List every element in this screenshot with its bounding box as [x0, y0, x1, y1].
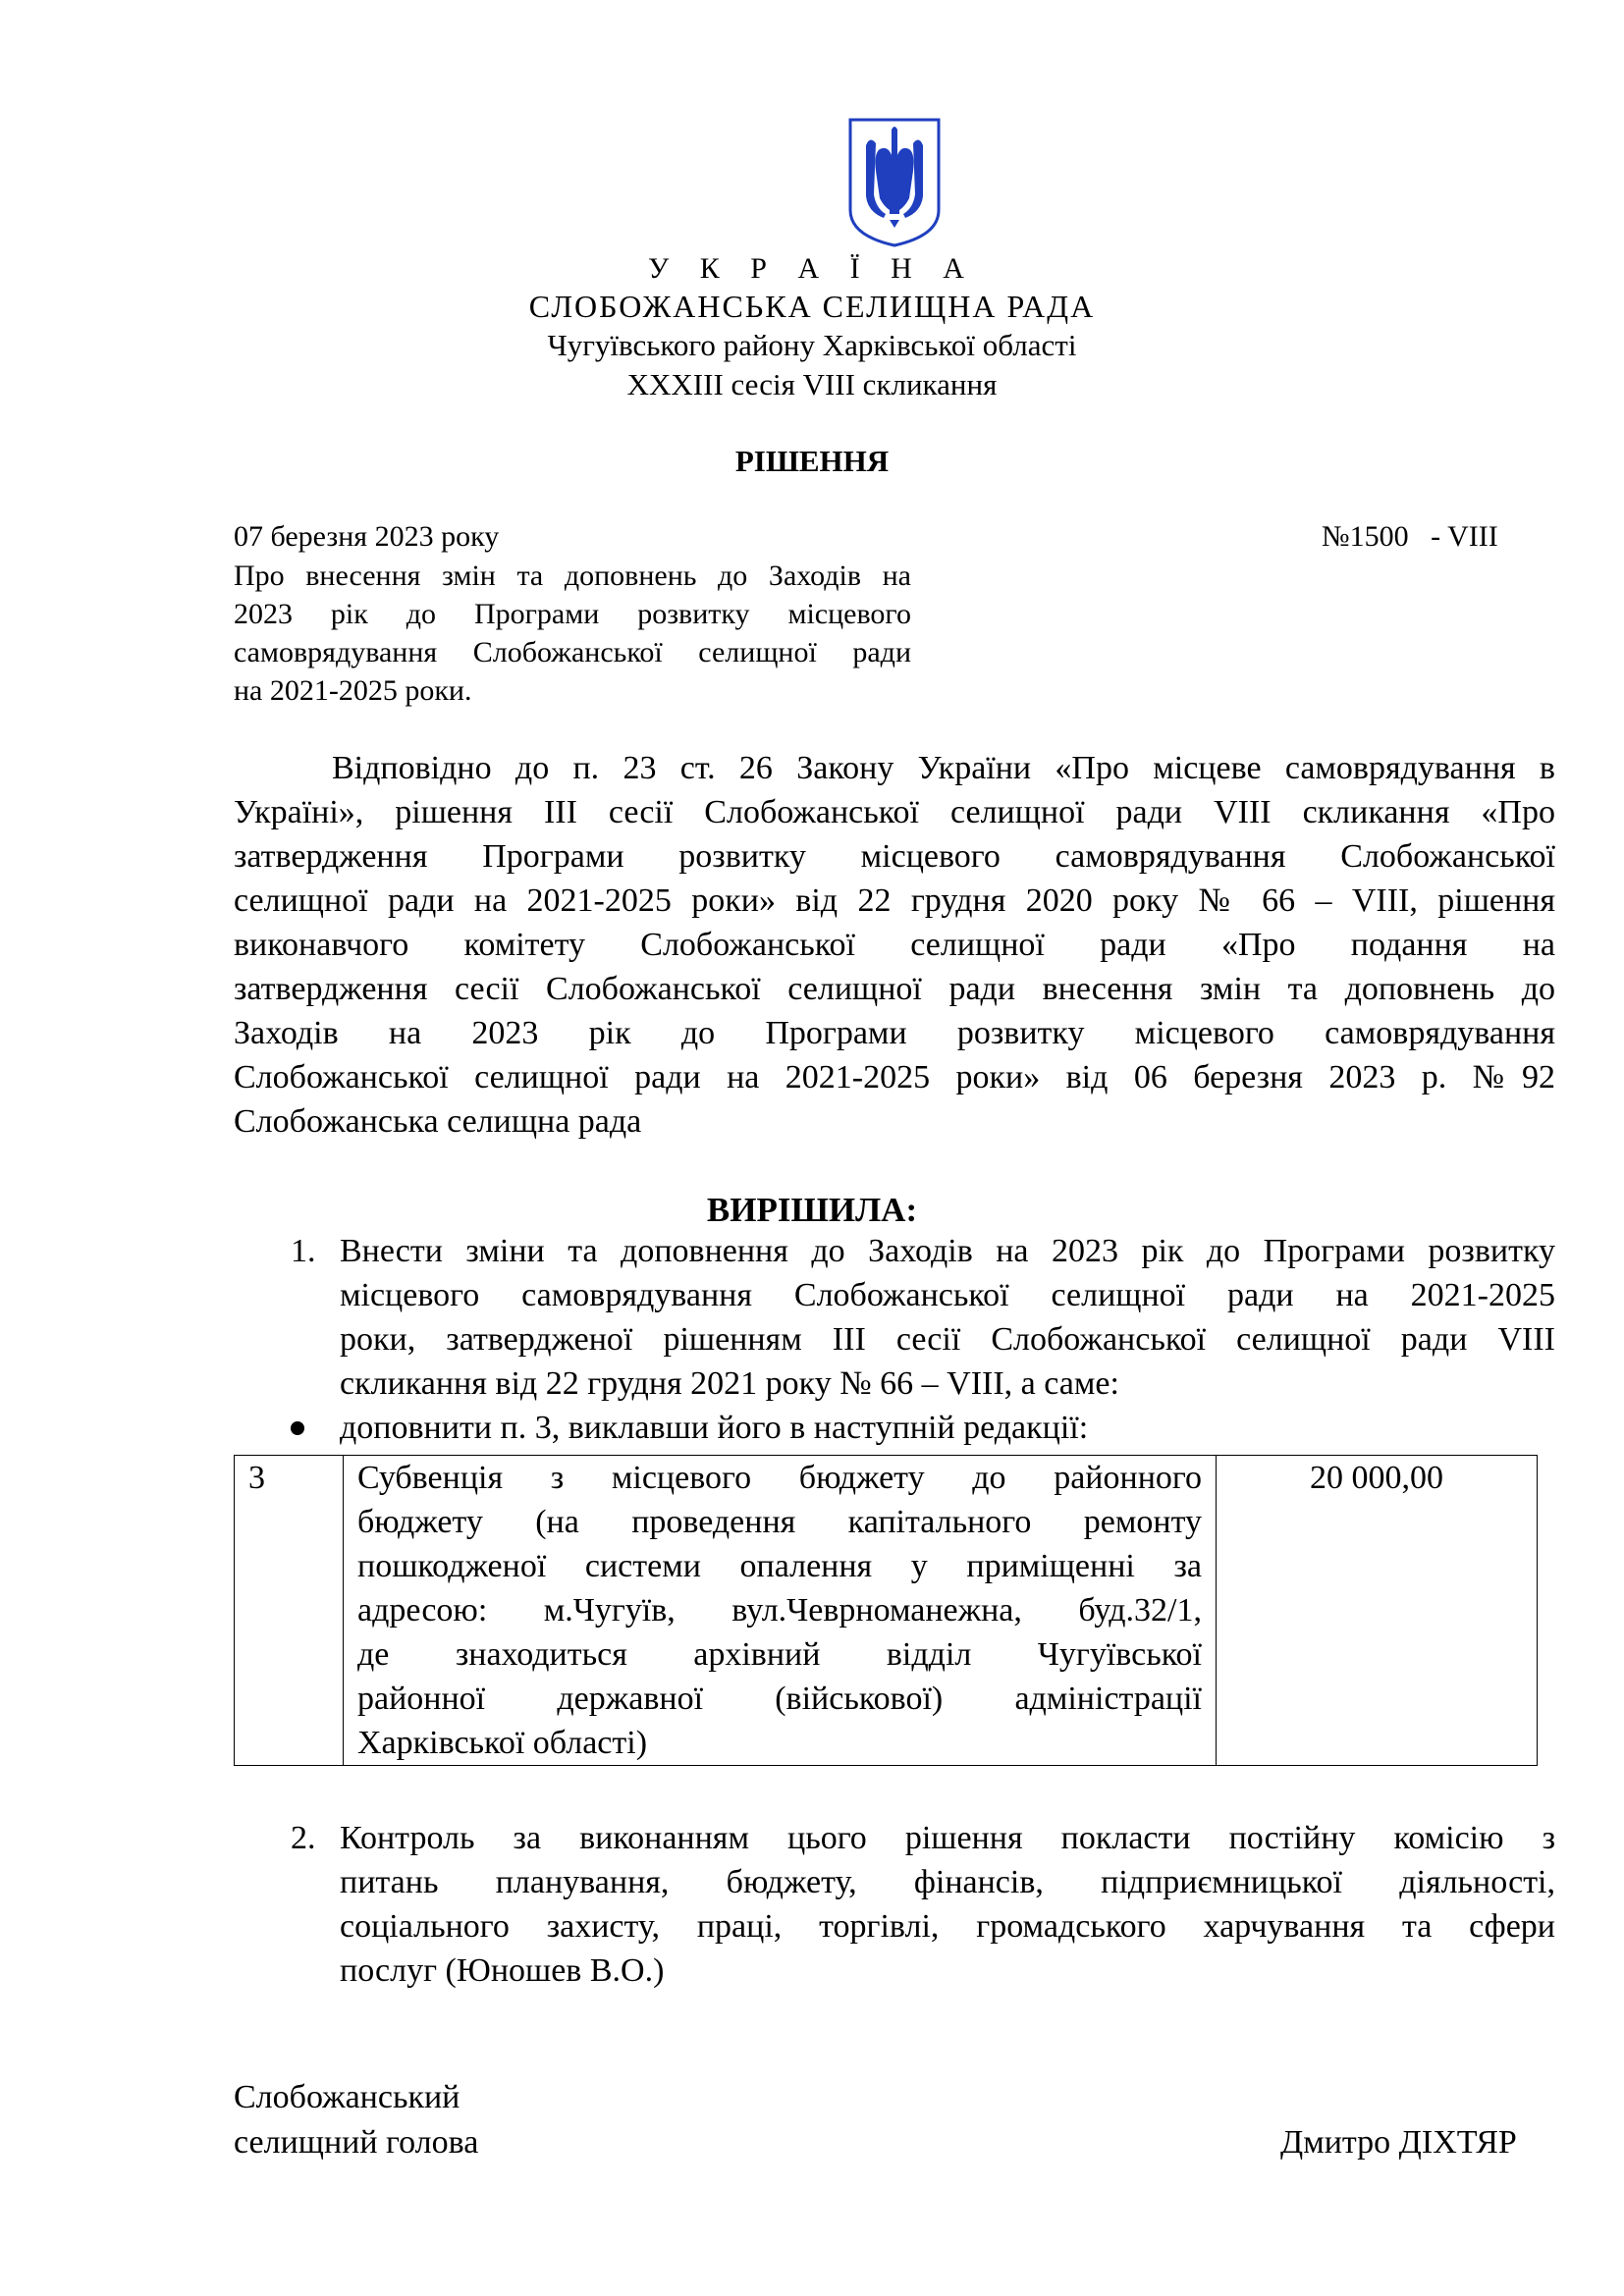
subject-line: Про внесення змін та доповнень до Заходів на [234, 560, 911, 592]
item-1-line: скликання від 22 грудня 2021 року № 66 – VIII, а саме: [340, 1365, 1119, 1402]
decision-number: №1500 - VIII [1322, 520, 1498, 553]
item-1-text [340, 1229, 1555, 1406]
document-type-title: РІШЕННЯ [734, 444, 890, 478]
bullet-item-text: доповнити п. 3, виклавши його в наступній редакції: [340, 1410, 1089, 1446]
amendment-table [234, 1455, 1538, 1766]
description-line: Субвенція з місцевого бюджету до районного [357, 1460, 1202, 1496]
signatory-title [234, 2075, 478, 2165]
decision-subject [234, 557, 911, 710]
table-cell-item-number: 3 [235, 1456, 344, 1766]
description-line: бюджету (на проведення капітального ремонту [357, 1504, 1202, 1540]
item-1-number: 1. [291, 1233, 316, 1269]
preamble-line: Заходів на 2023 рік до Програми розвитку місцевого самоврядування [234, 1015, 1555, 1051]
resolved-heading: ВИРІШИЛА: [706, 1191, 918, 1229]
subject-line: на 2021-2025 роки. [234, 674, 472, 707]
description-line: Харківської області) [357, 1725, 648, 1761]
preamble-line: Слобожанська селищна рада [234, 1103, 642, 1140]
item-2-line: соціального захисту, праці, торгівлі, громадського харчування та сфери [340, 1908, 1555, 1945]
subject-line: самоврядування Слобожанської селищної ради [234, 636, 911, 668]
preamble-line: виконавчого комітету Слобожанської селищної ради «Про подання на [234, 927, 1555, 963]
item-2-line: питань планування, бюджету, фінансів, підприємницької діяльності, [340, 1864, 1555, 1900]
preamble-line: Відповідно до п. 23 ст. 26 Закону України «Про місцеве самоврядування в [332, 750, 1555, 786]
table-cell-description [344, 1456, 1217, 1766]
description-line: пошкодженої системи опалення у приміщенні за [357, 1548, 1202, 1584]
item-2-line: послуг (Юношев В.О.) [340, 1952, 665, 1989]
preamble-paragraph [234, 746, 1555, 1144]
item-1-line: роки, затвердженої рішенням ІІІ сесії Слобожанської селищної ради VIII [340, 1321, 1555, 1358]
preamble-line: Україні», рішення ІІІ сесії Слобожанської селищної ради VIII скликання «Про [234, 794, 1555, 830]
bullet-dot-icon [291, 1421, 304, 1435]
description-line: районної державної (військової) адміністрації [357, 1681, 1202, 1717]
item-2-line: Контроль за виконанням цього рішення покласти постійну комісію з [340, 1820, 1555, 1856]
item-1-line: місцевого самоврядування Слобожанської селищної ради на 2021-2025 [340, 1277, 1555, 1313]
preamble-line: затвердження сесії Слобожанської селищної ради внесення змін та доповнень до [234, 971, 1555, 1007]
table-row [235, 1456, 1538, 1766]
header-session: XXXIII сесія VIII скликання [626, 367, 998, 401]
signatory-title-line: Слобожанський [234, 2079, 460, 2115]
preamble-line: затвердження Програми розвитку місцевого самоврядування Слобожанської [234, 838, 1555, 875]
item-2-number: 2. [291, 1820, 316, 1856]
item-1-line: Внести зміни та доповнення до Заходів на 2023 рік до Програми розвитку [340, 1233, 1555, 1269]
trident-coat-of-arms-icon [846, 116, 943, 249]
decision-date: 07 березня 2023 року [234, 520, 500, 553]
description-line: де знаходиться архівний відділ Чугуївської [357, 1636, 1202, 1673]
preamble-line: Слобожанської селищної ради на 2021-2025 роки» від 06 березня 2023 р. №92 [234, 1059, 1555, 1095]
preamble-line: селищної ради на 2021-2025 роки» від 22 грудня 2020 року № 66 – VIII, рішення [234, 882, 1555, 919]
item-2-text [340, 1816, 1555, 1993]
header-country: У К Р А Ї Н А [648, 252, 976, 285]
header-district: Чугуївського району Харківської області [547, 328, 1077, 362]
subject-line: 2023 рік до Програми розвитку місцевого [234, 598, 911, 630]
table-cell-amount: 20 000,00 [1217, 1456, 1538, 1766]
description-line: адресою: м.Чугуїв, вул.Чеврноманежна, буд.32/1, [357, 1592, 1202, 1629]
header-council: СЛОБОЖАНСЬКА СЕЛИЩНА РАДА [528, 289, 1096, 324]
signatory-name: Дмитро ДІХТЯР [1280, 2124, 1517, 2161]
signatory-title-line: селищний голова [234, 2124, 479, 2161]
